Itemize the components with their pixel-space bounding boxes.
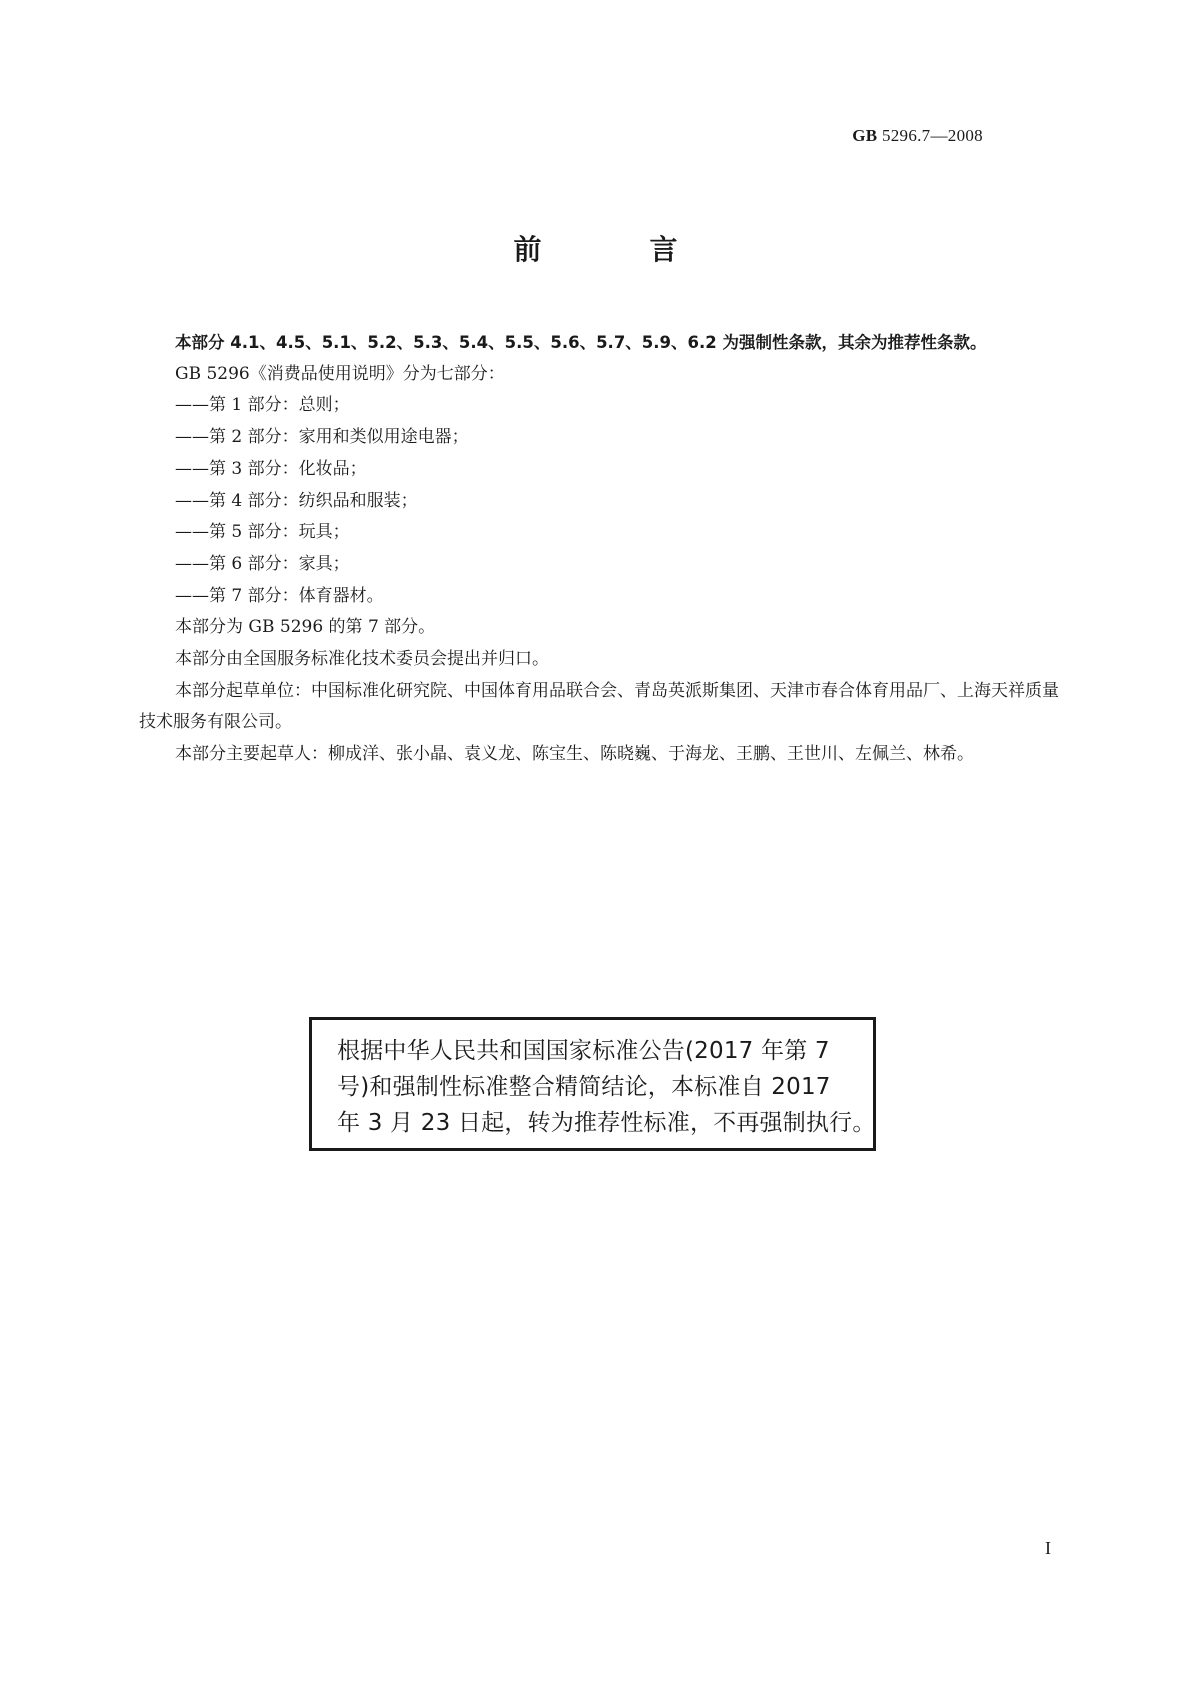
part-list-item: ——第 3 部分：化妆品； bbox=[175, 458, 367, 479]
part-list-item: ——第 7 部分：体育器材。 bbox=[175, 585, 384, 606]
this-part-paragraph: 本部分为 GB 5296 的第 7 部分。 bbox=[175, 617, 436, 638]
part-list-item: ——第 6 部分：家具； bbox=[175, 553, 350, 574]
notice-line: 年 3 月 23 日起，转为推荐性标准，不再强制执行。 bbox=[337, 1110, 876, 1136]
mandatory-clause-paragraph: 本部分 4.1、4.5、5.1、5.2、5.3、5.4、5.5、5.6、5.7、5.9、6.2 为强制性条款，其余为推荐性条款。 bbox=[175, 333, 987, 352]
status-notice-box bbox=[309, 1017, 876, 1151]
part-list-item: ——第 4 部分：纺织品和服装； bbox=[175, 490, 418, 511]
part-list-item: ——第 2 部分：家用和类似用途电器； bbox=[175, 427, 469, 448]
foreword-body bbox=[139, 327, 1061, 771]
page-title: 前 言 bbox=[513, 233, 718, 266]
standard-prefix: GB bbox=[852, 126, 878, 145]
proposed-by-paragraph: 本部分由全国服务标准化技术委员会提出并归口。 bbox=[175, 649, 549, 670]
series-intro-paragraph: GB 5296《消费品使用说明》分为七部分： bbox=[175, 363, 505, 384]
notice-line: 号)和强制性标准整合精简结论，本标准自 2017 bbox=[337, 1074, 831, 1100]
part-list-item: ——第 1 部分：总则； bbox=[175, 395, 350, 416]
standard-code bbox=[852, 126, 983, 146]
notice-line: 根据中华人民共和国国家标准公告(2017 年第 7 bbox=[337, 1038, 830, 1064]
page-number: I bbox=[1045, 1538, 1051, 1558]
part-list-item: ——第 5 部分：玩具； bbox=[175, 522, 350, 543]
drafting-units-paragraph: 本部分起草单位：中国标准化研究院、中国体育用品联合会、青岛英派斯集团、天津市春合体育用品厂、上海天祥质量技术服务有限公司。 bbox=[139, 680, 1059, 733]
drafters-paragraph: 本部分主要起草人：柳成洋、张小晶、袁义龙、陈宝生、陈晓巍、于海龙、王鹏、王世川、左佩兰、林希。 bbox=[175, 744, 974, 765]
standard-number: 5296.7—2008 bbox=[881, 126, 983, 145]
